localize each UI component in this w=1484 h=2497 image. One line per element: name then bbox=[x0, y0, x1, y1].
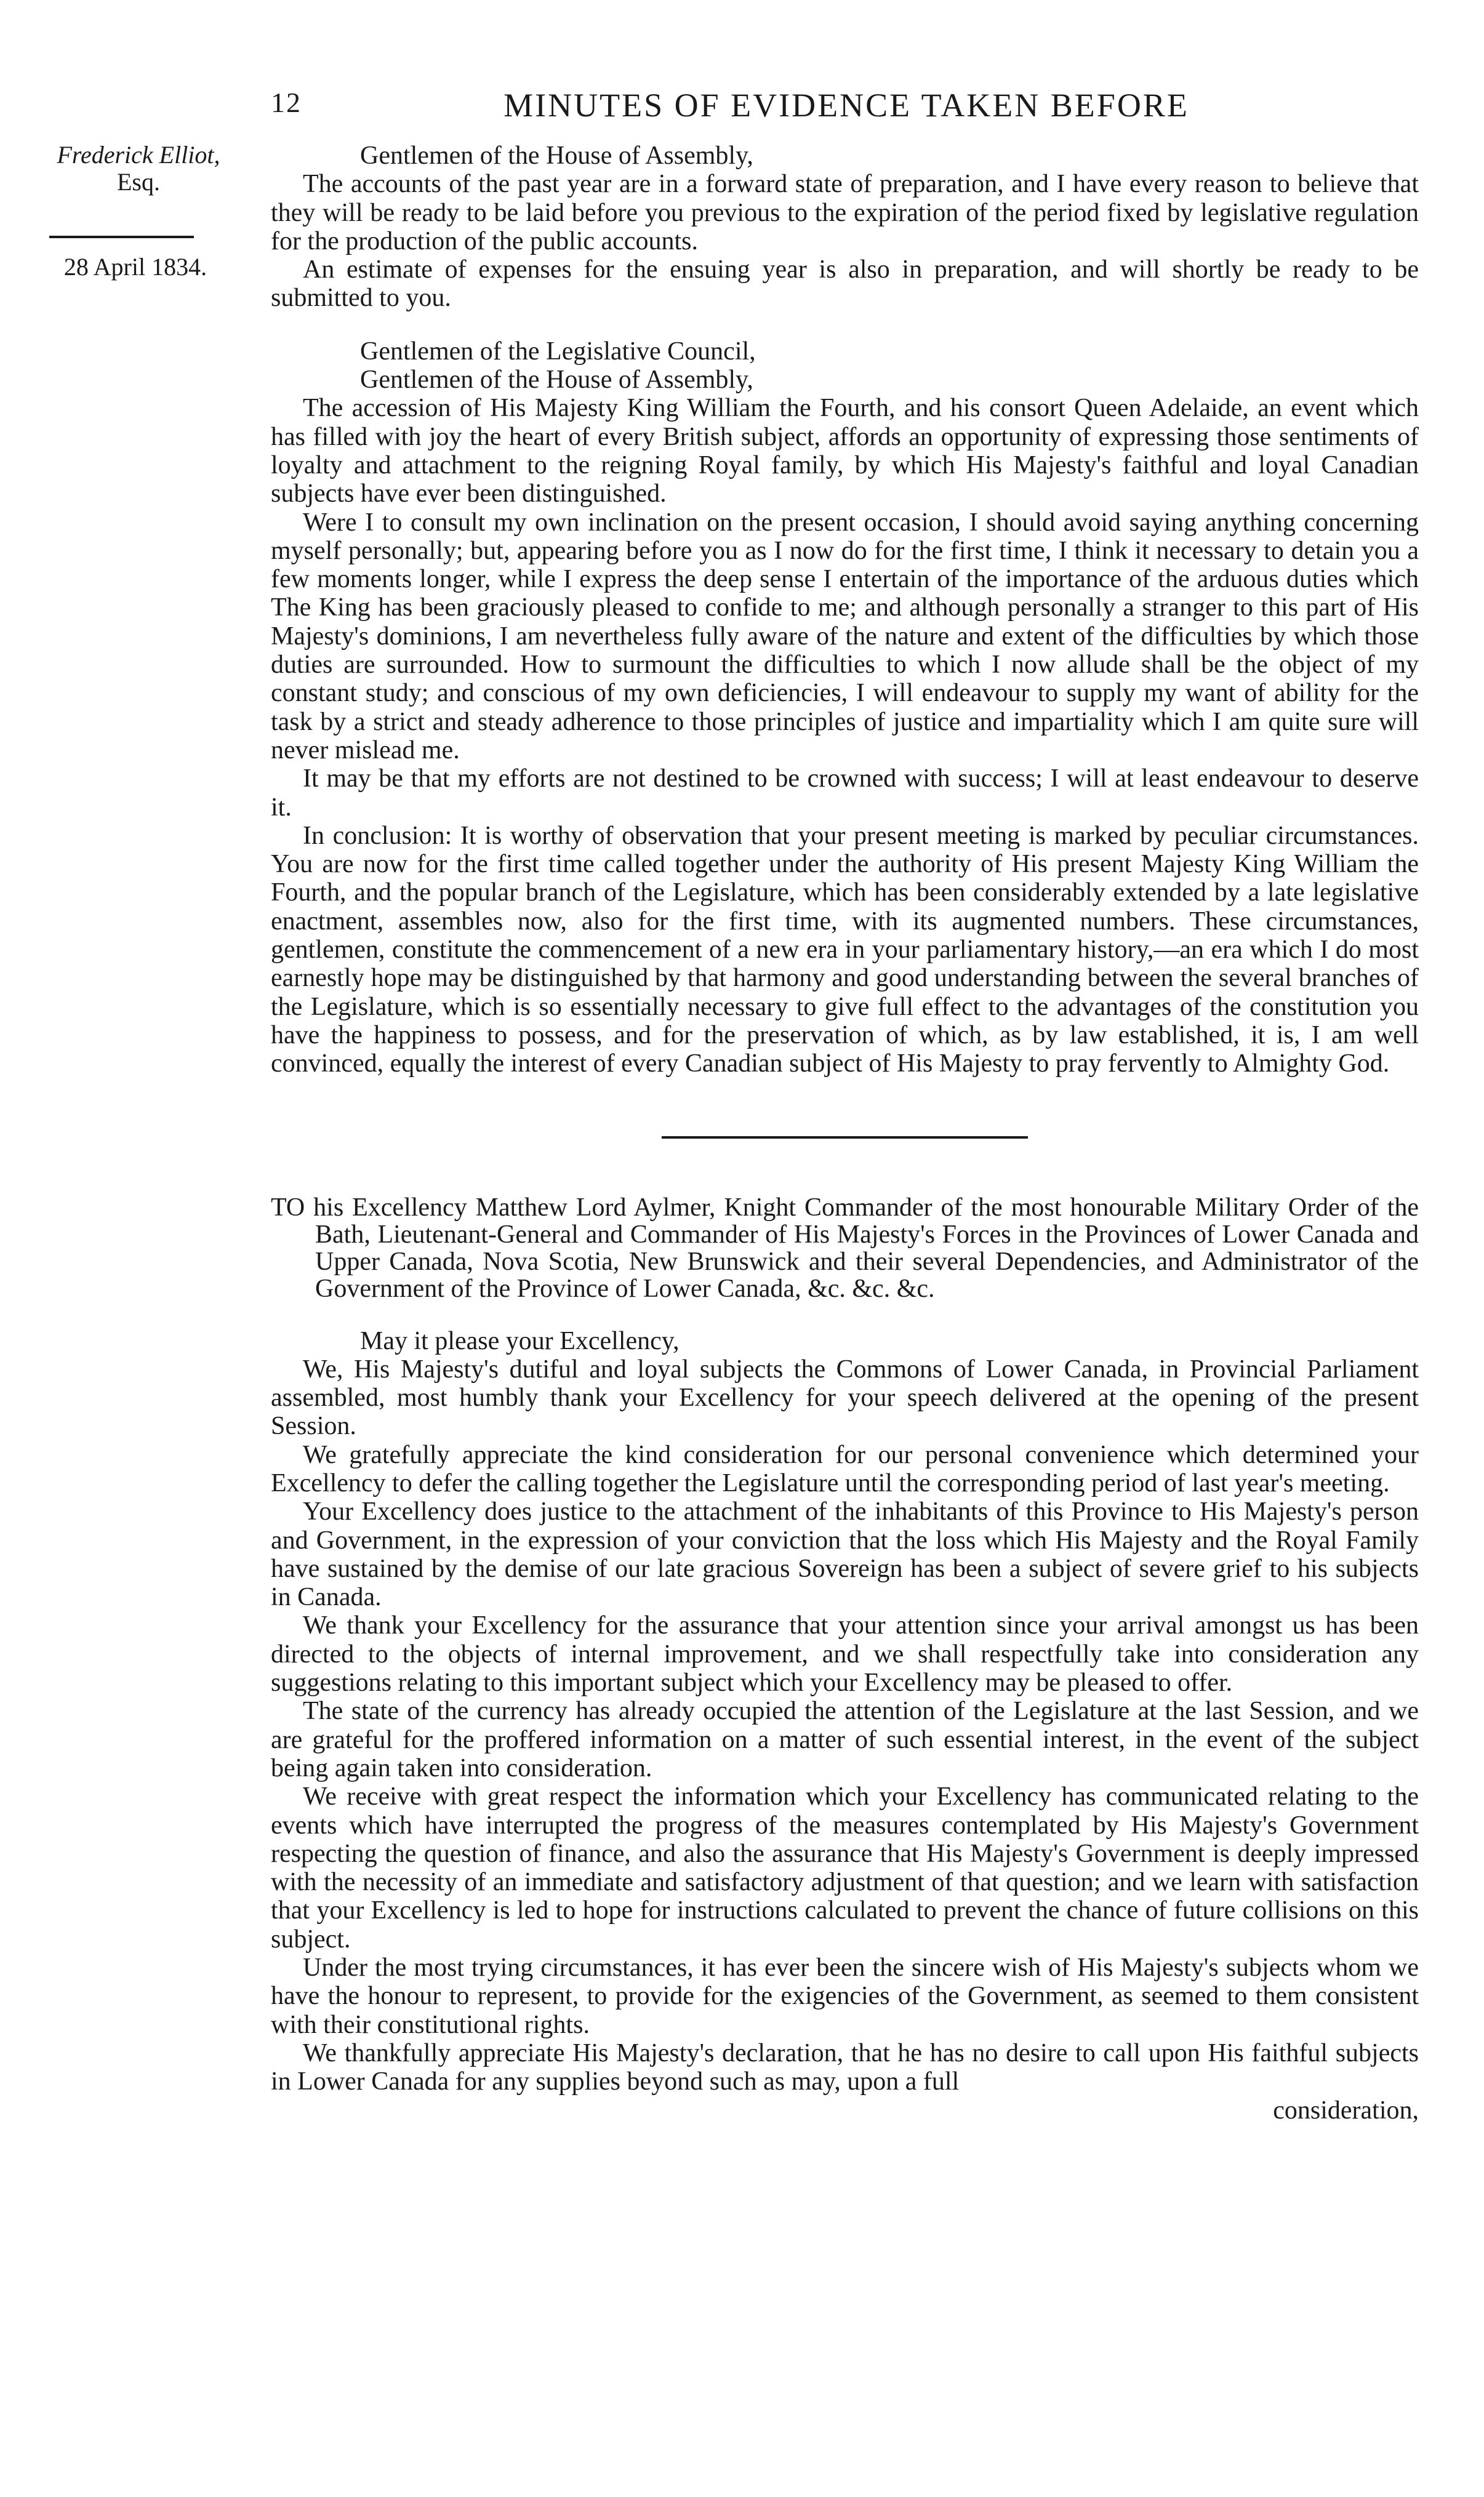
witness-margin-note bbox=[25, 142, 252, 196]
page-number: 12 bbox=[271, 87, 302, 118]
paragraph: In conclusion: It is worthy of observation that your present meeting is marked by peculiar circumstances. You are now for the first time called together under the authority of His present Majesty King William the Fourth, and the popular branch of the Legislature, which has been considerably extended by a late legislative enactment, assembles now, also for the first time, with its augmented numbers. These circumstances, gentlemen, constitute the commencement of a new era in your parliamentary history,—an era which I do most earnestly hope may be distinguished by that harmony and good understanding between the several branches of the Legislature, which is so essentially necessary to give full effect to the advantages of the constitution you have the happiness to possess, and for the preservation of which, as by law established, it is, I am well convinced, equally the interest of every Canadian subject of His Majesty to pray fervently to Almighty God. bbox=[271, 821, 1419, 1078]
address-heading: TO his Excellency Matthew Lord Aylmer, Knight Commander of the most honourable Military Order of the Bath, Lieutenant-General and Commander of His Majesty's Forces in the Provinces of Lower Canada and Upper Canada, Nova Scotia, New Brunswick and their several Dependencies, and Administrator of the Government of the Province of Lower Canada, &c. &c. &c. bbox=[271, 1193, 1419, 1303]
witness-name: Frederick Elliot, bbox=[57, 141, 220, 169]
paragraph: We, His Majesty's dutiful and loyal subjects the Commons of Lower Canada, in Provincial Parliament assembled, most humbly thank your Excellency for your speech delivered at the opening of the present Session. bbox=[271, 1355, 1419, 1441]
paragraph: The accession of His Majesty King William the Fourth, and his consort Queen Adelaide, an event which has filled with joy the heart of every British subject, affords an opportunity of expressing those sentiments of loyalty and attachment to the reigning Royal family, by which His Majesty's faithful and loyal Canadian subjects have ever been distinguished. bbox=[271, 394, 1419, 508]
running-title: MINUTES OF EVIDENCE TAKEN BEFORE bbox=[503, 87, 1189, 124]
paragraph: It may be that my efforts are not destined to be crowned with success; I will at least endeavour to deserve it. bbox=[271, 764, 1419, 822]
paragraph: The state of the currency has already occupied the attention of the Legislature at the last Session, and we are grateful for the proffered information on a matter of such essential interest, in the event of the subject being again taken into consideration. bbox=[271, 1697, 1419, 1782]
paragraph: We thankfully appreciate His Majesty's declaration, that he has no desire to call upon His faithful subjects in Lower Canada for any supplies beyond such as may, upon a full bbox=[271, 2038, 1419, 2096]
paragraph: We thank your Excellency for the assurance that your attention since your arrival amongst us has been directed to the objects of internal improvement, and we shall respectfully take into consideration any suggestions relating to this important subject which your Excellency may be pleased to offer. bbox=[271, 1611, 1419, 1697]
paragraph: We receive with great respect the information which your Excellency has communicated relating to the events which have interrupted the progress of the measures contemplated by His Majesty's Government respecting the question of finance, and also the assurance that His Majesty's Government is deeply impressed with the necessity of an immediate and satisfactory adjustment of that question; and we learn with satisfaction that your Excellency is led to hope for instructions calculated to prevent the chance of future collisions on this subject. bbox=[271, 1782, 1419, 1954]
margin-rule bbox=[49, 236, 194, 238]
address-salutation: May it please your Excellency, bbox=[360, 1326, 680, 1355]
evidence-date: 28 April 1834. bbox=[63, 253, 207, 281]
salutation-assembly: Gentlemen of the House of Assembly, bbox=[360, 142, 753, 170]
paragraph: Were I to consult my own inclination on the present occasion, I should avoid saying anything concerning myself personally; but, appearing before you as I now do for the first time, I think it necessary to detain you a few moments longer, while I express the deep sense I entertain of the importance of the arduous duties which The King has been graciously pleased to confide to me; and although personally a stranger to this part of His Majesty's dominions, I am nevertheless fully aware of the nature and extent of the difficulties by which those duties are surrounded. How to surmount the difficulties to which I now allude shall be the object of my constant study; and conscious of my own deficiencies, I will endeavour to supply my want of ability for the task by a strict and steady adherence to those principles of justice and impartiality which I am quite sure will never mislead me. bbox=[271, 508, 1419, 764]
document-body bbox=[271, 142, 1419, 2125]
paragraph: Your Excellency does justice to the attachment of the inhabitants of this Province to His Majesty's person and Government, in the expression of your conviction that the loss which His Majesty and the Royal Family have sustained by the demise of our late gracious Sovereign has been a subject of severe grief to his subjects in Canada. bbox=[271, 1497, 1419, 1612]
page-header bbox=[271, 86, 1422, 135]
paragraph: Under the most trying circumstances, it has ever been the sincere wish of His Majesty's subjects whom we have the honour to represent, to provide for the exigencies of the Government, as seemed to them consistent with their constitutional rights. bbox=[271, 1954, 1419, 2039]
paragraph: We gratefully appreciate the kind consideration for our personal convenience which determined your Excellency to defer the calling together the Legislature until the corresponding period of last year's meeting. bbox=[271, 1440, 1419, 1497]
paragraph: The accounts of the past year are in a forward state of preparation, and I have every reason to believe that they will be ready to be laid before you previous to the expiration of the period fixed by legislative regulation for the production of the public accounts. bbox=[271, 170, 1419, 255]
closing-word: consideration, bbox=[1273, 2096, 1419, 2125]
witness-suffix: Esq. bbox=[117, 168, 160, 196]
paragraph: An estimate of expenses for the ensuing year is also in preparation, and will shortly be ready to be submitted to you. bbox=[271, 255, 1419, 313]
salutation-council: Gentlemen of the Legislative Council, bbox=[360, 337, 756, 366]
salutation-assembly-2: Gentlemen of the House of Assembly, bbox=[360, 366, 753, 395]
section-divider bbox=[662, 1136, 1028, 1139]
